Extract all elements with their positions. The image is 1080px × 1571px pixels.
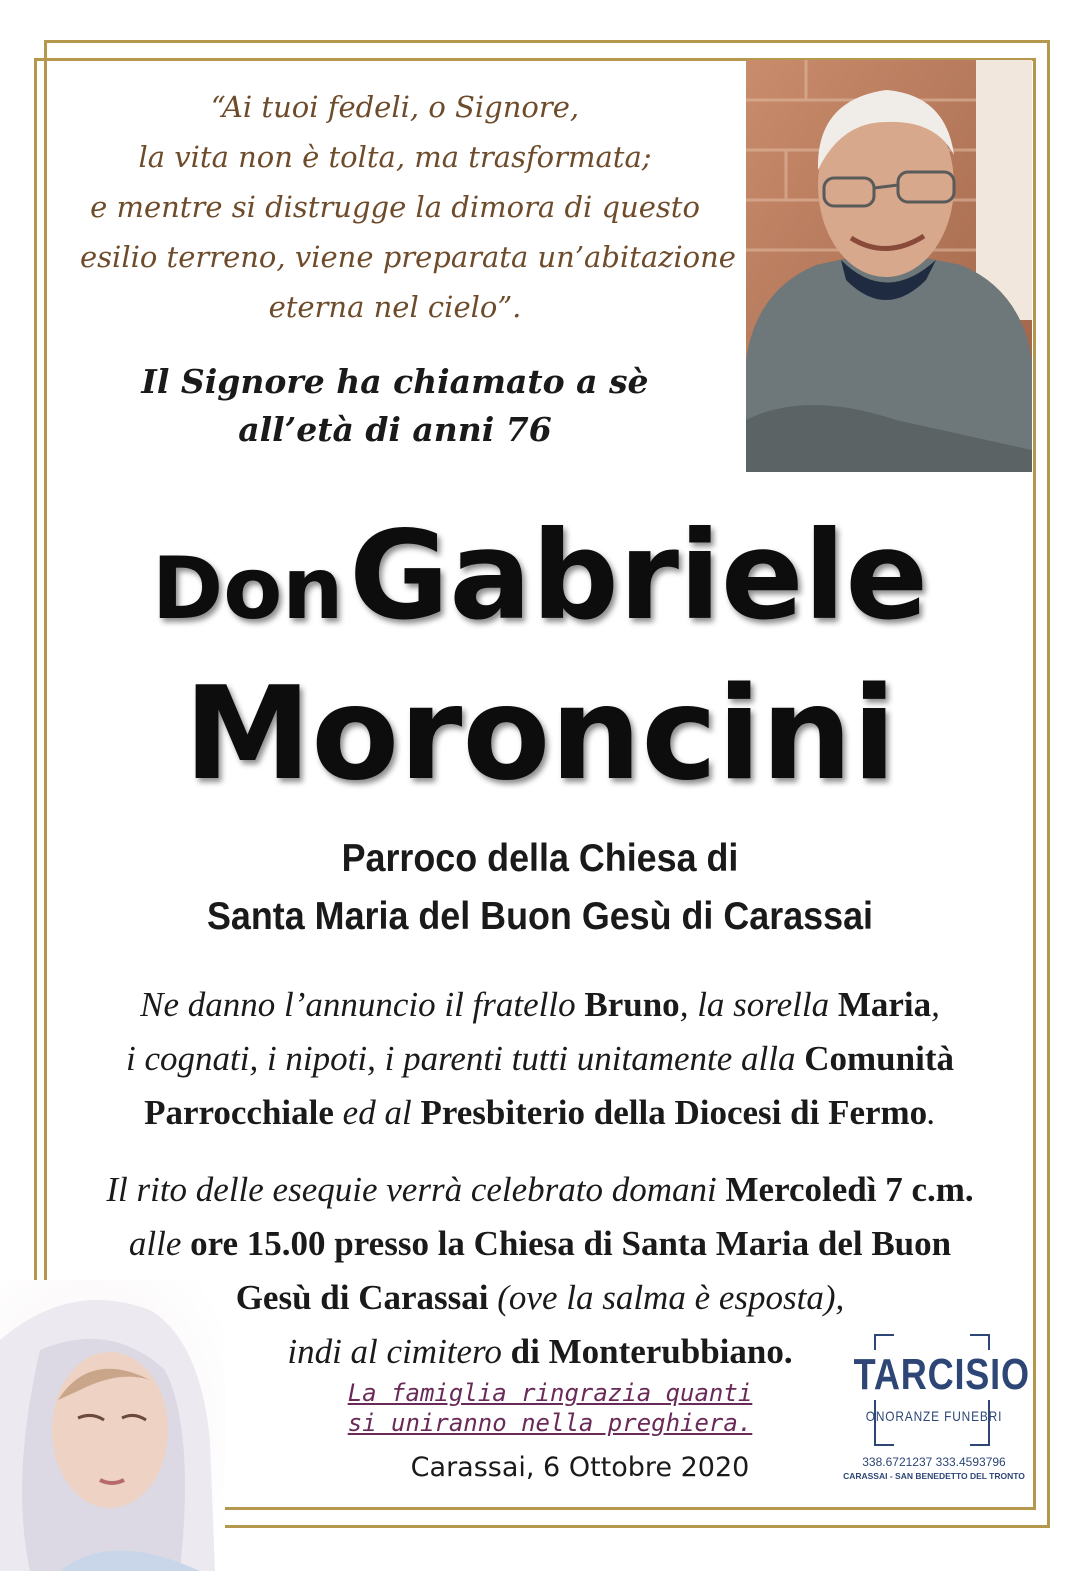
bold-span: Bruno	[584, 985, 680, 1024]
agency-name: TARCISIO	[853, 1350, 1030, 1399]
scripture-quote	[80, 82, 736, 332]
quote-line: esilio terreno, viene preparata un’abitazione	[80, 240, 736, 274]
text-span: (ove la salma è esposta),	[488, 1278, 845, 1317]
quote-line: la vita non è tolta, ma trasformata;	[138, 140, 652, 174]
thanks-message	[300, 1378, 800, 1438]
funeral-agency-logo	[836, 1330, 1032, 1490]
bold-span: ore 15.00 presso la Chiesa di Santa Maria del Buon	[190, 1224, 952, 1263]
funeral-line	[40, 1217, 1040, 1271]
text-span: ed al	[333, 1093, 421, 1132]
thanks-line: si uniranno nella preghiera.	[347, 1409, 753, 1437]
agency-phones: 338.6721237 333.4593796	[862, 1455, 1006, 1469]
age-line: all’età di anni 76	[238, 410, 552, 449]
announcement	[40, 978, 1040, 1140]
text-span: Il rito delle esequie verrà celebrato domani	[106, 1170, 726, 1209]
first-name: Gabriele	[349, 505, 929, 647]
quote-line: e mentre si distrugge la dimora di questo	[90, 190, 700, 224]
agency-locations: CARASSAI - SAN BENEDETTO DEL TRONTO	[843, 1471, 1025, 1481]
quote-line: eterna nel cielo”.	[268, 290, 522, 324]
age-statement	[80, 358, 710, 454]
text-span: ,	[931, 985, 940, 1024]
text-span: indi al cimitero	[287, 1332, 502, 1371]
last-name: Moroncini	[183, 660, 897, 809]
announcement-line	[40, 1086, 1040, 1140]
thanks-line: La famiglia ringrazia quanti	[347, 1379, 753, 1407]
text-span: .	[927, 1093, 936, 1132]
bold-span: Maria	[837, 985, 932, 1024]
bold-span: Gesù di Carassai	[235, 1278, 489, 1317]
place-date: Carassai, 6 Ottobre 2020	[410, 1452, 750, 1483]
age-line: Il Signore ha chiamato a sè	[141, 362, 649, 401]
announcement-line	[40, 1032, 1040, 1086]
text-span: alle	[128, 1224, 191, 1263]
bold-span: Comunità	[804, 1039, 954, 1078]
bold-span: di Monterubbiano.	[501, 1332, 793, 1371]
parish-line: Parroco della Chiesa di	[341, 837, 739, 880]
parish-role	[43, 830, 1037, 946]
text-span: i cognati, i nipoti, i parenti tutti unitamente alla	[126, 1039, 805, 1078]
portrait-photo	[746, 60, 1032, 472]
bold-span: Mercoledì 7 c.m.	[725, 1170, 974, 1209]
bold-span: Presbiterio della Diocesi di Fermo	[420, 1093, 928, 1132]
deceased-name-line-1	[0, 505, 1080, 655]
madonna-image	[0, 1280, 225, 1571]
agency-subtitle: ONORANZE FUNEBRI	[865, 1408, 1003, 1424]
funeral-line	[40, 1163, 1040, 1217]
text-span: , la sorella	[679, 985, 838, 1024]
announcement-line	[40, 978, 1040, 1032]
parish-line: Santa Maria del Buon Gesù di Carassai	[207, 895, 873, 938]
bold-span: Parrocchiale	[144, 1093, 334, 1132]
text-span: Ne danno l’annuncio il fratello	[140, 985, 585, 1024]
quote-line: “Ai tuoi fedeli, o Signore,	[210, 90, 580, 124]
title-don: Don	[151, 539, 344, 639]
